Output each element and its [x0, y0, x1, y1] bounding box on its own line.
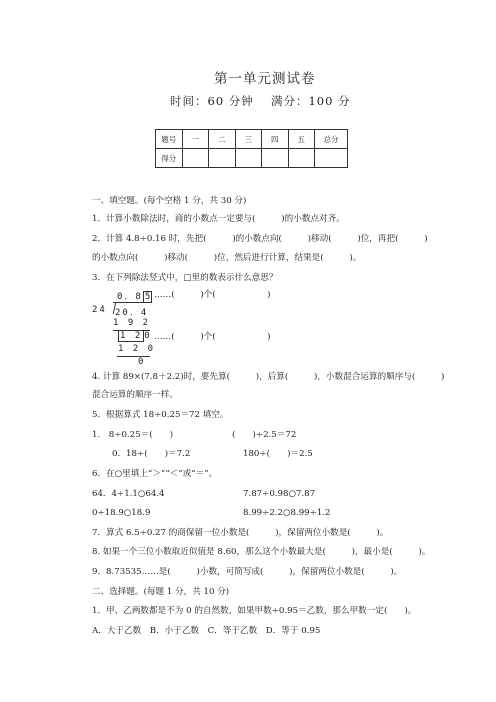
score-table-cell: 二: [209, 130, 236, 149]
step2-boxed-digits: 1 2: [120, 331, 143, 341]
page-title: 第一单元测试卷: [214, 71, 316, 87]
division-step-2: [118, 331, 152, 341]
score-input-cell[interactable]: [235, 149, 262, 168]
score-table-cell: 三: [235, 130, 262, 149]
section-heading: 一、填空题。(每个空格 1 分，共 30 分): [92, 196, 247, 206]
division-bracket-top: [113, 302, 150, 303]
score-table: [155, 129, 348, 168]
question-5-d: 180÷( )＝2.5: [243, 449, 313, 459]
score-table-cell: 四: [262, 130, 289, 149]
score-table-cell: 总分: [315, 130, 348, 149]
score-input-cell[interactable]: [262, 149, 289, 168]
question-6-b: 7.87÷0.98○7.87: [243, 489, 316, 499]
page-subtitle: 时间：60 分钟 满分：100 分: [170, 94, 351, 108]
score-table-cell: 得分: [156, 149, 183, 168]
quotient-digits: 0．8: [117, 292, 143, 302]
question-3: 3．在下列除法竖式中，□里的数表示什么意思？: [92, 273, 278, 283]
question-9: 9．8.73535……是( )小数，可简写成( )，保留两位小数是( )。: [92, 567, 403, 577]
score-table-cell: 一: [182, 130, 209, 149]
score-input-cell[interactable]: [182, 149, 209, 168]
division-step-1: 1 9 2: [113, 318, 151, 328]
division-step-3: 1 2 0: [118, 344, 156, 354]
question-6-d: 8.99÷2.2○8.99÷1.2: [243, 508, 331, 518]
division-dividend: 20．4: [115, 308, 149, 318]
division-note-1: ……( )个( ): [154, 290, 271, 300]
step2-rest-digit: 0: [144, 331, 152, 341]
question-6: 6．在○里填上“＞”“＜”或“＝”。: [92, 469, 218, 479]
score-input-cell[interactable]: [209, 149, 236, 168]
score-input-cell[interactable]: [315, 149, 348, 168]
question-4-line2: 混合运算的顺序一样。: [92, 390, 178, 400]
question-2-line1: 2．计算 4.8÷0.16 时，先把( )的小数点向( )移动( )位，再把( ): [92, 234, 428, 244]
division-quotient: [117, 289, 152, 302]
question-5-b: ( )÷2.5＝72: [232, 430, 297, 440]
choice-question-1-options: A．大于乙数 B．小于乙数 C．等于乙数 D．等于 0.95: [92, 626, 321, 636]
division-note-2: ……( )个( ): [154, 332, 271, 342]
section-heading: 二、选择题。(每题 1 分，共 10 分): [92, 587, 230, 597]
division-divisor: 24: [92, 305, 107, 315]
score-input-cell[interactable]: [288, 149, 315, 168]
quotient-boxed-digit: 5: [144, 292, 151, 302]
question-1: 1．计算小数除法时，商的小数点一定要与( )的小数点对齐。: [92, 214, 345, 224]
score-table-cell: 题号: [156, 130, 183, 149]
question-5: 5．根据算式 18÷0.25＝72 填空。: [92, 410, 229, 420]
question-5-c: 0．18÷( )＝7.2: [112, 449, 191, 459]
choice-question-1: 1．甲、乙两数都是不为 0 的自然数，如果甲数÷0.95＝乙数，那么甲数一定( )。: [92, 606, 417, 616]
question-7: 7．算式 6.5÷0.27 的商保留一位小数是( )，保留两位小数是( )。: [92, 528, 389, 538]
question-6-a: 64．4÷1.1○64.4: [92, 489, 165, 499]
question-2-line2: 的小数点向( )移动( )位，然后进行计算，结果是( )。: [92, 253, 362, 263]
score-table-header-row: [156, 130, 348, 149]
division-remainder: 0: [138, 357, 146, 367]
question-8: 8. 如果一个三位小数取近似值是 8.60，那么这个小数最大是( )，最小是( )。: [92, 547, 431, 557]
score-table-score-row: [156, 149, 348, 168]
question-5-a: 1. 8÷0.25＝( ): [92, 430, 174, 440]
question-6-c: 0÷18.9○18.9: [92, 508, 151, 518]
question-4-line1: 4. 计算 89×(7.8＋2.2)时，要先算( )，后算( )，小数混合运算的顺序与( ): [92, 372, 445, 382]
score-table-cell: 五: [288, 130, 315, 149]
